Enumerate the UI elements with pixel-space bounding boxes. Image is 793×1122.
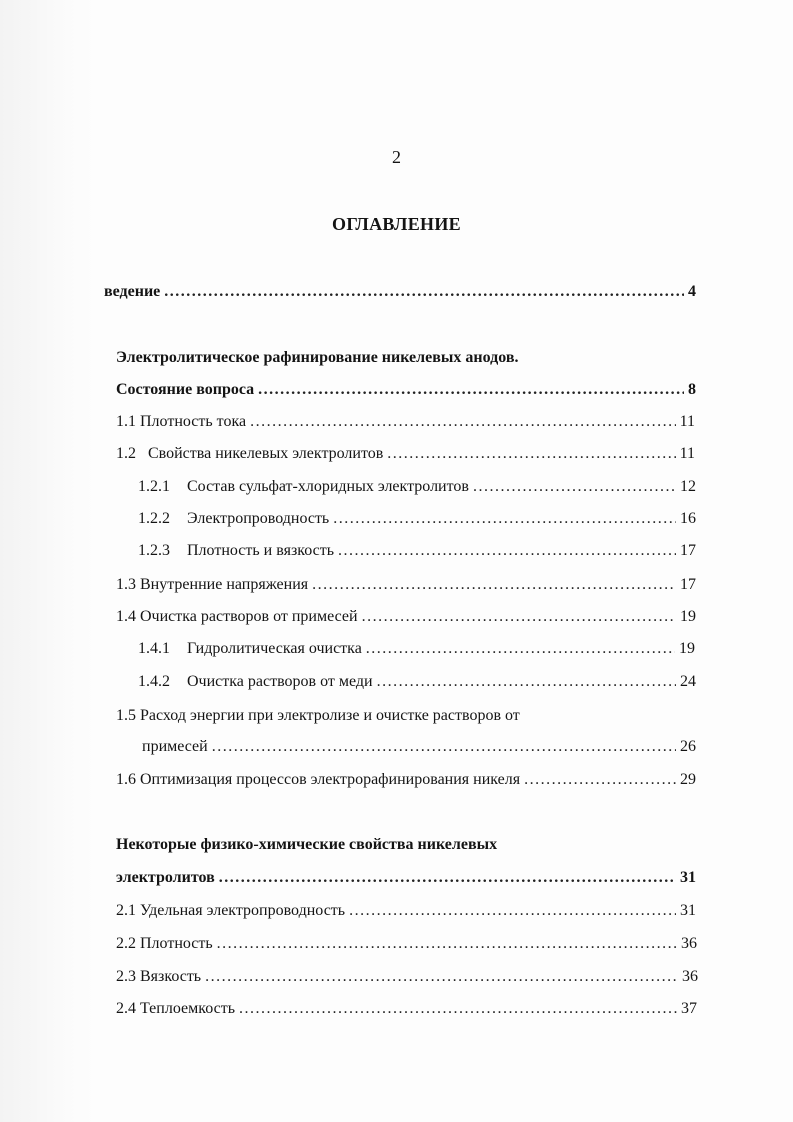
toc-entry-number: 2.2 [116,935,136,952]
toc-leader-dots [164,281,684,303]
toc-entry-number: 1.3 [116,576,136,593]
toc-leader-dots [219,867,676,889]
toc-leader-dots [362,606,676,628]
toc-entry-label: Свойства никелевых электролитов [148,445,384,462]
toc-entry-label: Оптимизация процессов электрорафинирования никеля [140,771,521,788]
toc-entry-number: 2.4 [116,1000,136,1017]
toc-entry-page: 24 [680,673,696,690]
toc-leader-dots [239,998,677,1020]
toc-entry-number: 1.4 [116,608,136,625]
toc-entry-page: 31 [680,902,696,919]
toc-entry-2-2[interactable] [116,933,697,955]
toc-leader-dots [524,769,676,791]
toc-entry-number: 2.1 [116,902,136,919]
toc-entry-label: Гидролитическая очистка [187,640,362,657]
toc-leader-dots [312,574,676,596]
toc-leader-dots [366,638,675,660]
toc-leader-dots [333,508,676,530]
toc-entry-page: 37 [681,1000,697,1017]
toc-entry-page: 11 [679,413,695,430]
toc-entry-label: ведение [104,283,161,300]
toc-entry-1-2-3[interactable] [138,540,696,562]
toc-entry-1-4[interactable] [116,606,696,628]
toc-entry-1-4-2[interactable] [138,671,696,693]
toc-entry-1-2-2[interactable] [138,508,696,530]
toc-entry-page: 12 [680,478,696,495]
toc-leader-dots [205,966,678,988]
toc-entry-page: 31 [680,869,696,886]
toc-entry-page: 36 [681,935,697,952]
toc-entry-label: Вязкость [140,968,202,985]
toc-leader-dots [250,411,676,433]
toc-leader-dots [377,671,676,693]
toc-entry-1-4-1[interactable] [138,638,695,660]
toc-entry-label: Внутренние напряжения [140,576,309,593]
toc-chapter-1-heading[interactable]: Электролитическое рафинирование никелевых анодов. [116,349,519,366]
toc-entry-label: Теплоемкость [140,1000,235,1017]
toc-leader-dots [338,540,676,562]
toc-chapter-2-electrolytes[interactable] [116,867,696,889]
toc-entry-2-3[interactable] [116,966,698,988]
toc-entry-page: 29 [680,771,696,788]
toc-entry-page: 4 [688,283,696,300]
toc-entry-number: 1.2.2 [138,510,170,527]
toc-entry-label: Электропроводность [187,510,330,527]
toc-entry-1-5[interactable] [142,736,696,758]
page-number: 2 [392,147,401,167]
toc-leader-dots [387,443,675,465]
toc-entry-1-1[interactable] [116,411,695,433]
toc-entry-page: 19 [679,640,695,657]
toc-entry-number: 2.3 [116,968,136,985]
toc-entry-label: электролитов [116,869,215,886]
toc-entry-label: примесей [142,738,208,755]
toc-entry-label: Плотность тока [140,413,247,430]
toc-title: ОГЛАВЛЕНИЕ [332,214,461,234]
toc-entry-number: 1.6 [116,771,136,788]
toc-leader-dots [258,379,684,401]
toc-entry-label: Удельная электропроводность [140,902,346,919]
toc-entry-page: 11 [679,445,695,462]
toc-entry-page: 17 [680,576,696,593]
toc-entry-1-6[interactable] [116,769,696,791]
toc-entry-page: 26 [680,738,696,755]
toc-entry-number: 1.1 [116,413,136,430]
toc-entry-page: 16 [680,510,696,527]
toc-entry-2-1[interactable] [116,900,696,922]
toc-entry-page: 36 [682,968,698,985]
toc-chapter-1-state[interactable] [116,379,696,401]
toc-entry-number: 1.4.2 [138,673,170,690]
toc-leader-dots [349,900,676,922]
toc-leader-dots [217,933,677,955]
toc-entry-number: 1.2.1 [138,478,170,495]
toc-entry-number: 1.2.3 [138,542,170,559]
toc-entry-1-2-1[interactable] [138,476,696,498]
toc-entry-page: 19 [680,608,696,625]
toc-entry-2-4[interactable] [116,998,697,1020]
toc-entry-label: Очистка растворов от меди [187,673,373,690]
toc-entry-1-5-heading[interactable]: 1.5 Расход энергии при электролизе и очистке растворов от [116,707,520,724]
toc-entry-1-3[interactable] [116,574,696,596]
toc-entry-label: Плотность [140,935,213,952]
toc-leader-dots [473,476,676,498]
toc-leader-dots [212,736,676,758]
toc-entry-number: 1.4.1 [138,640,170,657]
toc-entry-1-2[interactable] [116,443,695,465]
toc-entry-label: Состав сульфат-хлоридных электролитов [187,478,469,495]
toc-entry-page: 8 [688,381,696,398]
toc-entry-page: 17 [680,542,696,559]
toc-entry-label: Состояние вопроса [116,381,255,398]
toc-entry-label: Плотность и вязкость [187,542,335,559]
toc-entry-number: 1.2 [116,445,136,462]
toc-entry-introduction[interactable] [104,281,696,303]
toc-chapter-2-heading[interactable]: Некоторые физико-химические свойства никелевых [116,836,498,853]
toc-entry-label: Очистка растворов от примесей [140,608,358,625]
